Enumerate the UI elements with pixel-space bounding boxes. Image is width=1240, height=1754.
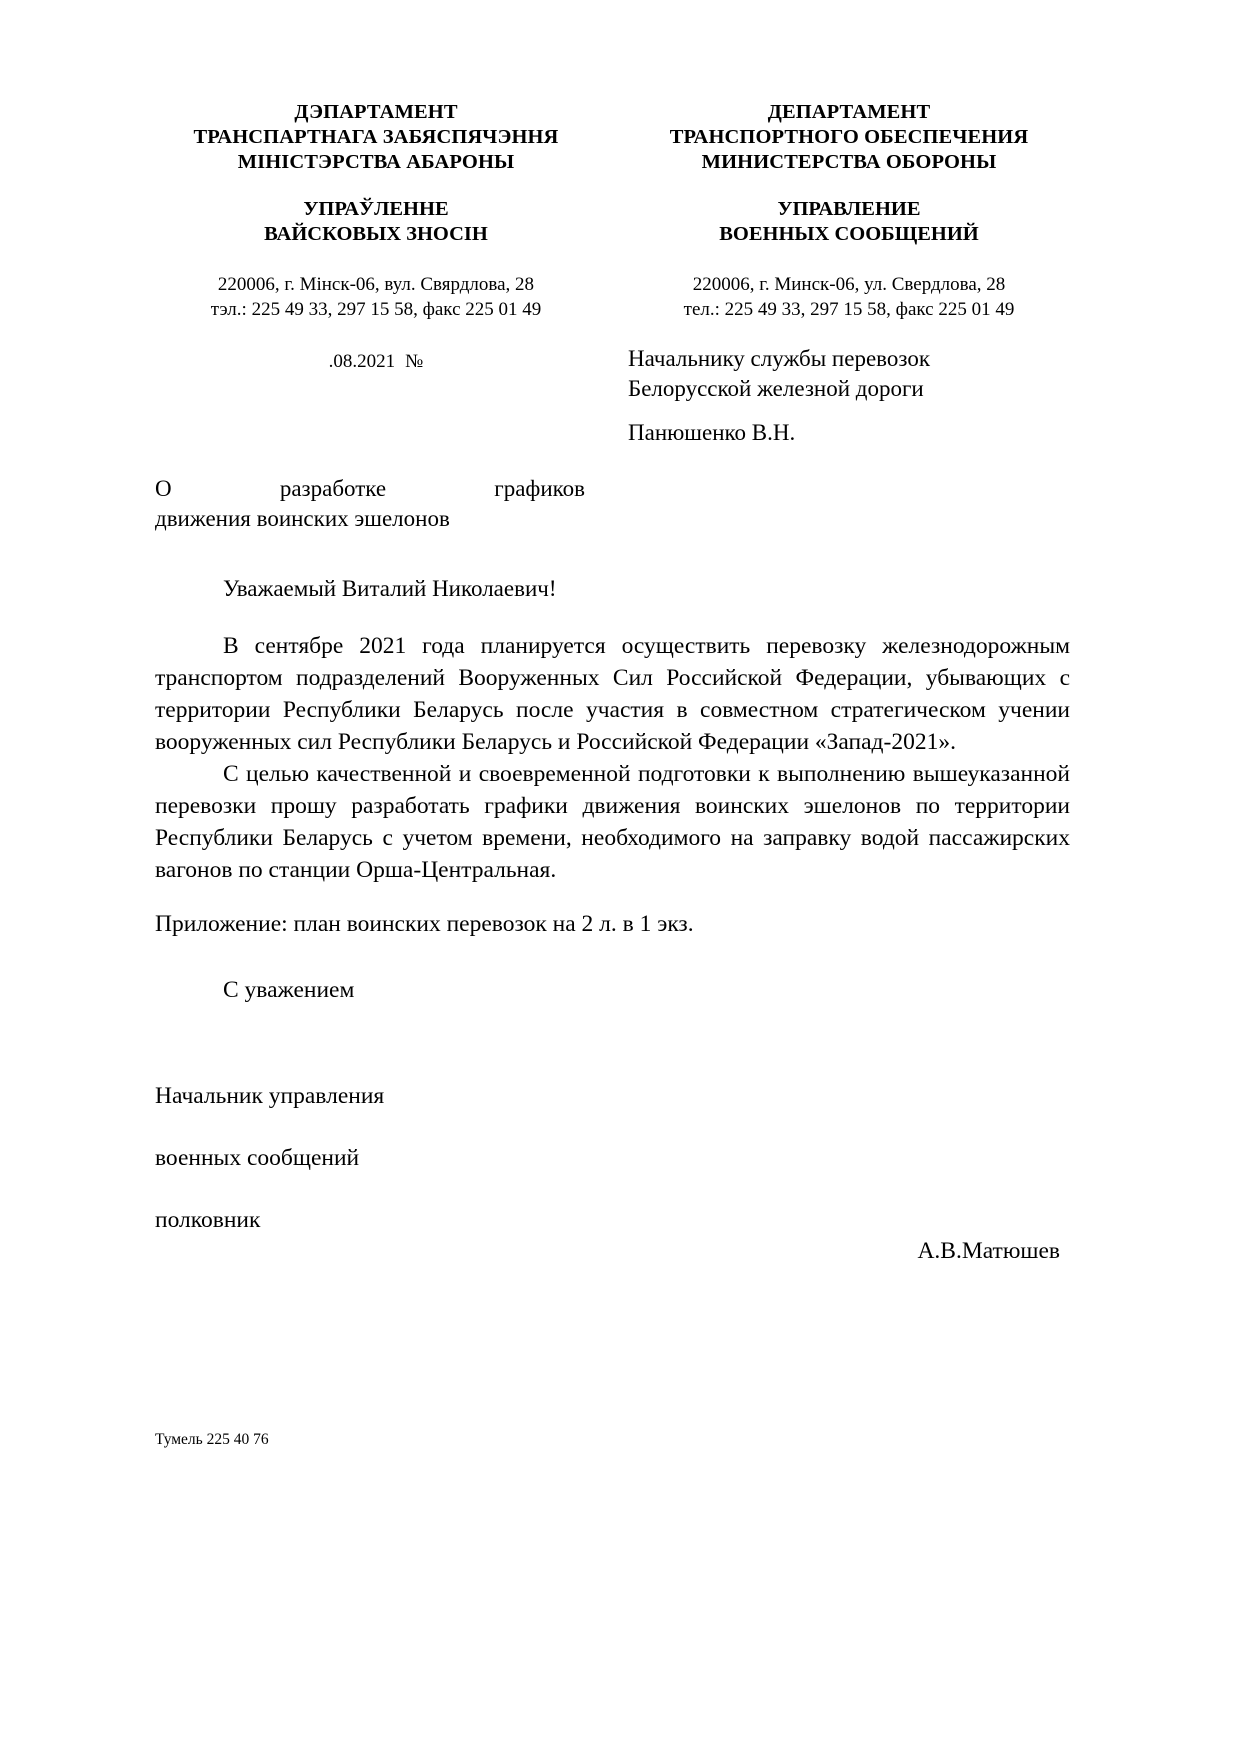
signature-block <box>155 1050 1070 1267</box>
closing-regards: С уважением <box>223 977 355 1003</box>
letterhead-right-organization <box>628 100 1070 175</box>
attachment-line: Приложение: план воинских перевозок на 2 л. в 1 экз. <box>155 911 694 937</box>
signer-title <box>155 1050 384 1267</box>
signer-name: А.В.Матюшев <box>917 1238 1060 1264</box>
body-paragraph-1: В сентябре 2021 года планируется осуществить перевозку железнодорожным транспортом подразделений Вооруженных Сил Российской Федерации, убывающих с территории Республики Беларусь после участия в совместном стратегическом учении вооруженных сил Республики Беларусь и Российской Федерации «Запад-2021». <box>155 633 1070 755</box>
letterhead-left-org-line2: ТРАНСПАРТНАГА ЗАБЯСПЯЧЭННЯ <box>193 126 559 148</box>
letterhead-left-organization <box>155 100 597 175</box>
letterhead-left-org-line1: ДЭПАРТАМЕНТ <box>294 101 458 123</box>
letterhead-left-org-line3: МІНІСТЭРСТВА АБАРОНЫ <box>237 151 515 173</box>
letterhead <box>155 100 1070 322</box>
signer-title-line2: военных сообщений <box>155 1145 360 1171</box>
letterhead-left-unit-line1: УПРАЎЛЕННЕ <box>303 198 449 220</box>
signer-title-line1: Начальник управления <box>155 1083 385 1109</box>
document-content <box>155 100 1070 1267</box>
document-number-symbol: № <box>405 351 424 372</box>
addressee-name: Панюшенко В.Н. <box>628 420 796 445</box>
subject-line1: О разработке графиков <box>155 476 585 501</box>
letterhead-right-org-line1: ДЕПАРТАМЕНТ <box>767 101 931 123</box>
letterhead-left-address-block <box>155 272 597 322</box>
letterhead-left-unit <box>155 197 597 247</box>
letterhead-right-address-block <box>628 272 1070 322</box>
addressee-line1: Начальнику службы перевозок <box>628 346 930 371</box>
executor-footer: Тумель 225 40 76 <box>155 1431 269 1448</box>
letterhead-right-unit-line1: УПРАВЛЕНИЕ <box>777 198 921 220</box>
signer-title-line3: полковник <box>155 1207 261 1233</box>
letterhead-left-address: 220006, г. Мінск-06, вул. Свярдлова, 28 <box>217 274 535 295</box>
subject-block <box>155 474 585 534</box>
letterhead-right-org-line2: ТРАНСПОРТНОГО ОБЕСПЕЧЕНИЯ <box>669 126 1029 148</box>
document-date: .08.2021 <box>328 351 396 372</box>
letterhead-right-phones: тел.: 225 49 33, 297 15 58, факс 225 01 49 <box>683 299 1015 320</box>
letterhead-right-org-line3: МИНИСТЕРСТВА ОБОРОНЫ <box>701 151 997 173</box>
letterhead-left-phones: тэл.: 225 49 33, 297 15 58, факс 225 01 49 <box>210 299 542 320</box>
letterhead-right-unit-line2: ВОЕННЫХ СООБЩЕНИЙ <box>719 223 979 245</box>
body-paragraph-2: С целью качественной и своевременной подготовки к выполнению вышеуказанной перевозки прошу разработать графики движения воинских эшелонов по территории Республики Беларусь с учетом времени, необходимого на заправку водой пассажирских вагонов по станции Орша-Центральная. <box>155 761 1070 883</box>
letterhead-left-unit-line2: ВАЙСКОВЫХ ЗНОСІН <box>264 223 488 245</box>
salutation: Уважаемый Виталий Николаевич! <box>223 576 557 601</box>
subject-line2: движения воинских эшелонов <box>155 506 450 531</box>
letterhead-right-address: 220006, г. Минск-06, ул. Свердлова, 28 <box>692 274 1006 295</box>
date-and-addressee-row <box>155 344 1070 448</box>
letterhead-right-russian <box>628 100 1070 322</box>
document-date-line <box>155 344 597 374</box>
addressee-block <box>628 344 1070 448</box>
letterhead-left-belarusian <box>155 100 597 322</box>
addressee-line2: Белорусской железной дороги <box>628 376 924 401</box>
letterhead-right-unit <box>628 197 1070 247</box>
